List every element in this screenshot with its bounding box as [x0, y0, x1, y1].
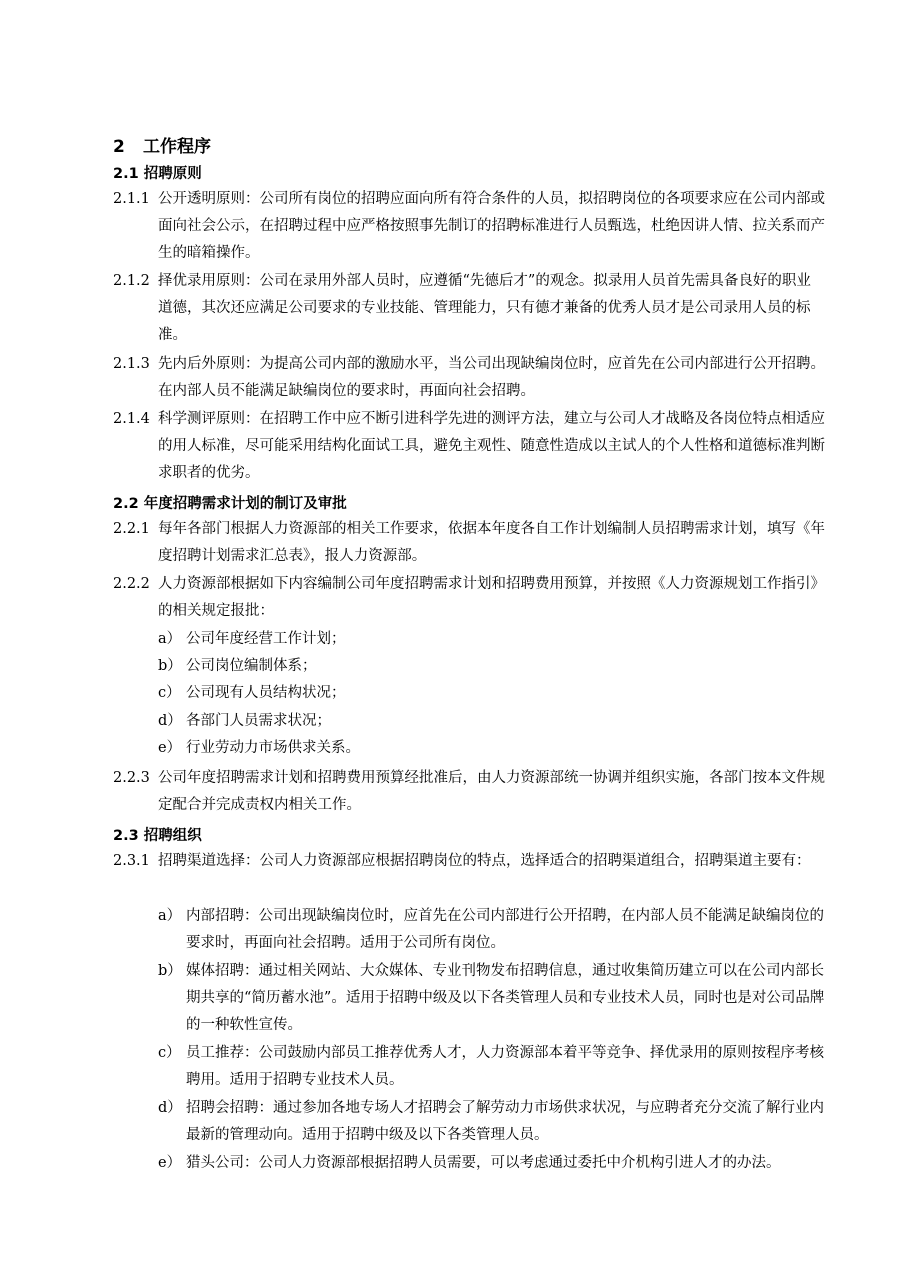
channel-item-d	[158, 1095, 830, 1149]
section-number: 2	[113, 137, 125, 157]
list-item	[158, 735, 830, 762]
clause-text: 科学测评原则：在招聘工作中应不断引进科学先进的测评方法，建立与公司人才战略及各岗位特点相适应的用人标准，尽可能采用结构化面试工具，避免主观性、随意性造成以主试人的个人性格和道德标准判断求职者的优劣。	[158, 411, 825, 481]
clause-text: 公开透明原则：公司所有岗位的招聘应面向所有符合条件的人员，拟招聘岗位的各项要求应在公司内部或面向社会公示，在招聘过程中应严格按照事先制订的招聘标准进行人员甄选，杜绝因讲人情、拉关系而产生的暗箱操作。	[158, 191, 825, 261]
list-text: 公司现有人员结构状况；	[186, 685, 346, 701]
list-label: a）	[158, 908, 182, 924]
clause-2-2-2	[113, 571, 825, 625]
clause-2-1-1	[113, 186, 825, 267]
clause-text: 每年各部门根据人力资源部的相关工作要求，依据本年度各自工作计划编制人员招聘需求计划，填写《年度招聘计划需求汇总表》，报人力资源部。	[158, 521, 825, 564]
clause-text: 人力资源部根据如下内容编制公司年度招聘需求计划和招聘费用预算，并按照《人力资源规划工作指引》的相关规定报批：	[158, 576, 825, 619]
list-text: 招聘会招聘：通过参加各地专场人才招聘会了解劳动力市场供求状况，与应聘者充分交流了解行业内最新的管理动向。适用于招聘中级及以下各类管理人员。	[186, 1100, 824, 1143]
list-item	[158, 653, 830, 680]
list-item	[158, 708, 830, 735]
channel-item-e	[158, 1150, 848, 1177]
list-label: a）	[158, 631, 182, 647]
list-text: 员工推荐：公司鼓励内部员工推荐优秀人才，人力资源部本着平等竞争、择优录用的原则按程序考核聘用。适用于招聘专业技术人员。	[186, 1045, 824, 1088]
clause-number: 2.1.1	[113, 191, 150, 207]
channel-item-a	[158, 903, 830, 957]
list-text: 内部招聘：公司出现缺编岗位时，应首先在公司内部进行公开招聘，在内部人员不能满足缺编岗位的要求时，再面向社会招聘。适用于公司所有岗位。	[186, 908, 824, 951]
list-text: 猎头公司：公司人力资源部根据招聘人员需要，可以考虑通过委托中介机构引进人才的办法。	[186, 1155, 781, 1171]
list-text: 公司年度经营工作计划；	[186, 631, 346, 647]
clause-2-3-1	[113, 848, 825, 875]
clause-number: 2.2.2	[113, 576, 150, 592]
list-text: 各部门人员需求状况；	[186, 713, 331, 729]
clause-number: 2.1.4	[113, 411, 150, 427]
clause-2-1-4	[113, 406, 825, 487]
list-item	[158, 680, 830, 707]
subsection-heading-2-3: 2.3 招聘组织	[113, 828, 202, 844]
clause-text: 公司年度招聘需求计划和招聘费用预算经批准后，由人力资源部统一协调并组织实施，各部门按本文件规定配合并完成责权内相关工作。	[158, 770, 825, 813]
list-label: e）	[158, 1155, 182, 1171]
list-text: 公司岗位编制体系；	[186, 658, 317, 674]
subsection-heading-2-2: 2.2 年度招聘需求计划的制订及审批	[113, 496, 347, 512]
list-text: 媒体招聘：通过相关网站、大众媒体、专业刊物发布招聘信息，通过收集简历建立可以在公司内部长期共享的“简历蓄水池”。适用于招聘中级及以下各类管理人员和专业技术人员，同时也是对公司品牌的一种软性宣传。	[186, 963, 825, 1033]
clause-2-2-1	[113, 516, 831, 570]
list-label: d）	[158, 1100, 182, 1116]
list-label: e）	[158, 740, 182, 756]
clause-2-1-3	[113, 351, 825, 405]
list-label: c）	[158, 1045, 181, 1061]
list-label: d）	[158, 713, 182, 729]
channel-item-c	[158, 1040, 830, 1094]
list-item	[158, 626, 830, 653]
list-label: b）	[158, 658, 182, 674]
clause-number: 2.1.2	[113, 273, 150, 289]
channel-item-b	[158, 958, 830, 1039]
list-text: 行业劳动力市场供求关系。	[186, 740, 360, 756]
clause-number: 2.2.1	[113, 521, 150, 537]
clause-text: 招聘渠道选择：公司人力资源部应根据招聘岗位的特点，选择适合的招聘渠道组合，招聘渠道主要有：	[158, 853, 811, 869]
clause-text: 先内后外原则：为提高公司内部的激励水平，当公司出现缺编岗位时，应首先在公司内部进行公开招聘。在内部人员不能满足缺编岗位的要求时，再面向社会招聘。	[158, 356, 825, 399]
clause-number: 2.2.3	[113, 770, 150, 786]
clause-2-1-2	[113, 268, 825, 349]
subsection-heading-2-1: 2.1 招聘原则	[113, 166, 202, 182]
list-label: b）	[158, 963, 182, 979]
clause-number: 2.3.1	[113, 853, 150, 869]
list-label: c）	[158, 685, 181, 701]
section-heading	[113, 132, 211, 157]
section-title: 工作程序	[143, 137, 211, 157]
clause-number: 2.1.3	[113, 356, 150, 372]
clause-text: 择优录用原则：公司在录用外部人员时，应遵循“先德后才”的观念。拟录用人员首先需具备良好的职业道德，其次还应满足公司要求的专业技能、管理能力，只有德才兼备的优秀人员才是公司录用人员的标准。	[158, 273, 811, 343]
clause-2-2-3	[113, 765, 825, 819]
